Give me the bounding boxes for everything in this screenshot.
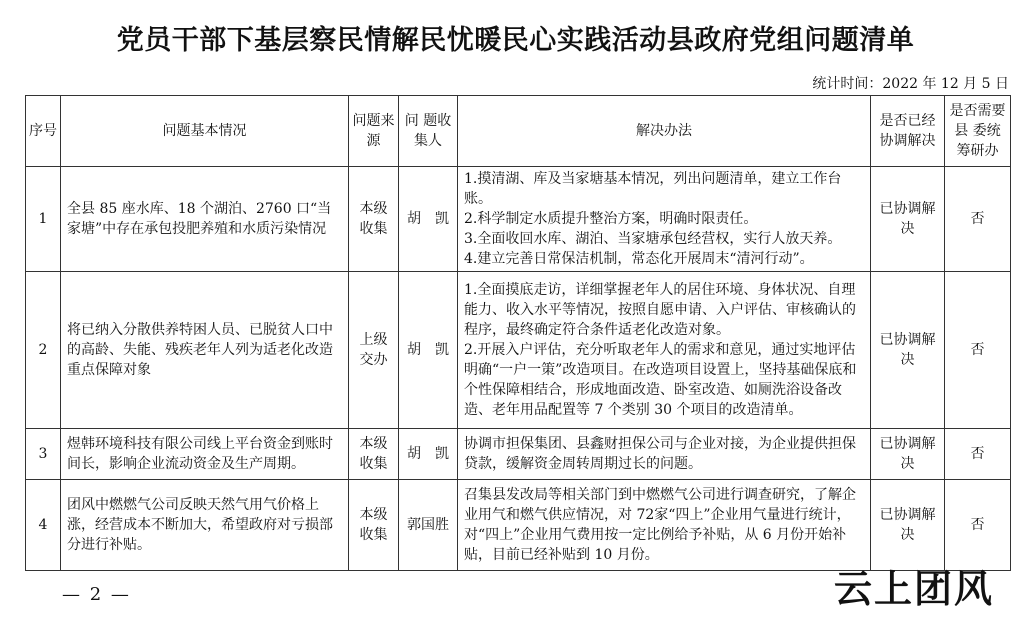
issue-list-table	[25, 95, 1011, 571]
row-source: 本级收集	[349, 167, 399, 272]
row-no: 3	[26, 429, 61, 480]
row-collector: 郭国胜	[399, 480, 458, 571]
header-collector: 问 题收集人	[399, 96, 458, 167]
row-issue: 全县 85 座水库、18 个湖泊、2760 口“当家塘”中存在承包投肥养殖和水质污染情况	[61, 167, 349, 272]
row-needs-review: 否	[945, 167, 1011, 272]
row-collector: 胡 凯	[399, 429, 458, 480]
row-needs-review: 否	[945, 480, 1011, 571]
table-row	[26, 272, 1011, 429]
solution-step: 2.科学制定水质提升整治方案，明确时限责任。	[464, 211, 758, 227]
header-no: 序号	[26, 96, 61, 167]
row-no: 1	[26, 167, 61, 272]
header-solution: 解决办法	[458, 96, 871, 167]
document-title: 党员干部下基层察民情解民忧暖民心实践活动县政府党组问题清单	[116, 25, 915, 56]
header-resolved: 是否已经协调解决	[871, 96, 945, 167]
table-row	[26, 480, 1011, 571]
row-no: 4	[26, 480, 61, 571]
watermark-logo: 云上团风	[834, 566, 995, 611]
row-solution	[458, 480, 871, 571]
table-row	[26, 429, 1011, 480]
row-resolved: 已协调解决	[871, 429, 945, 480]
row-needs-review: 否	[945, 429, 1011, 480]
table-header-row	[26, 96, 1011, 167]
row-solution	[458, 167, 871, 272]
row-no: 2	[26, 272, 61, 429]
solution-step: 4.建立完善日常保洁机制，常态化开展周末“清河行动”。	[464, 251, 814, 267]
table-row	[26, 167, 1011, 272]
header-needs-review: 是否需要县 委统筹研办	[945, 96, 1011, 167]
row-resolved: 已协调解决	[871, 480, 945, 571]
row-solution	[458, 272, 871, 429]
row-source: 本级收集	[349, 429, 399, 480]
solution-step: 1.全面摸底走访，详细掌握老年人的居住环境、身体状况、自理能力、收入水平等情况，按照自愿申请、入户评估、审核确认的程序，最终确定符合条件适老化改造对象。	[464, 282, 856, 338]
row-collector: 胡 凯	[399, 167, 458, 272]
row-solution	[458, 429, 871, 480]
row-issue: 团风中燃燃气公司反映天然气用气价格上涨，经营成本不断加大，希望政府对亏损部分进行补贴。	[61, 480, 349, 571]
row-resolved: 已协调解决	[871, 272, 945, 429]
header-source: 问题来源	[349, 96, 399, 167]
row-resolved: 已协调解决	[871, 167, 945, 272]
row-source: 上级交办	[349, 272, 399, 429]
header-issue: 问题基本情况	[61, 96, 349, 167]
solution-step: 召集县发改局等相关部门到中燃燃气公司进行调查研究，了解企业用气和燃气供应情况，对 72家“四上”企业用气量进行统计，对“四上”企业用气费用按一定比例给予补贴，从 6 月份开始补贴，目前已经补贴到 10 月份。	[464, 487, 856, 563]
row-issue: 将已纳入分散供养特困人员、已脱贫人口中的高龄、失能、残疾老年人列为适老化改造重点保障对象	[61, 272, 349, 429]
solution-step: 协调市担保集团、县鑫财担保公司与企业对接，为企业提供担保贷款，缓解资金周转周期过长的问题。	[464, 436, 856, 472]
page-number: — 2 —	[62, 584, 131, 605]
row-source: 本级收集	[349, 480, 399, 571]
row-needs-review: 否	[945, 272, 1011, 429]
statistics-date: 统计时间：2022 年 12 月 5 日	[812, 76, 1009, 92]
solution-step: 1.摸清湖、库及当家塘基本情况，列出问题清单，建立工作台账。	[464, 171, 842, 207]
row-collector: 胡 凯	[399, 272, 458, 429]
solution-step: 3.全面收回水库、湖泊、当家塘承包经营权，实行人放天养。	[464, 231, 842, 247]
row-issue: 煜韩环境科技有限公司线上平台资金到账时间长，影响企业流动资金及生产周期。	[61, 429, 349, 480]
solution-step: 2.开展入户评估，充分听取老年人的需求和意见，通过实地评估明确“一户一策”改造项目。在改造项目设置上，坚持基础保底和个性保障相结合，形成地面改造、卧室改造、如厕洗浴设备改造、老年用品配置等 7 个类别 30 个项目的改造清单。	[464, 342, 857, 418]
